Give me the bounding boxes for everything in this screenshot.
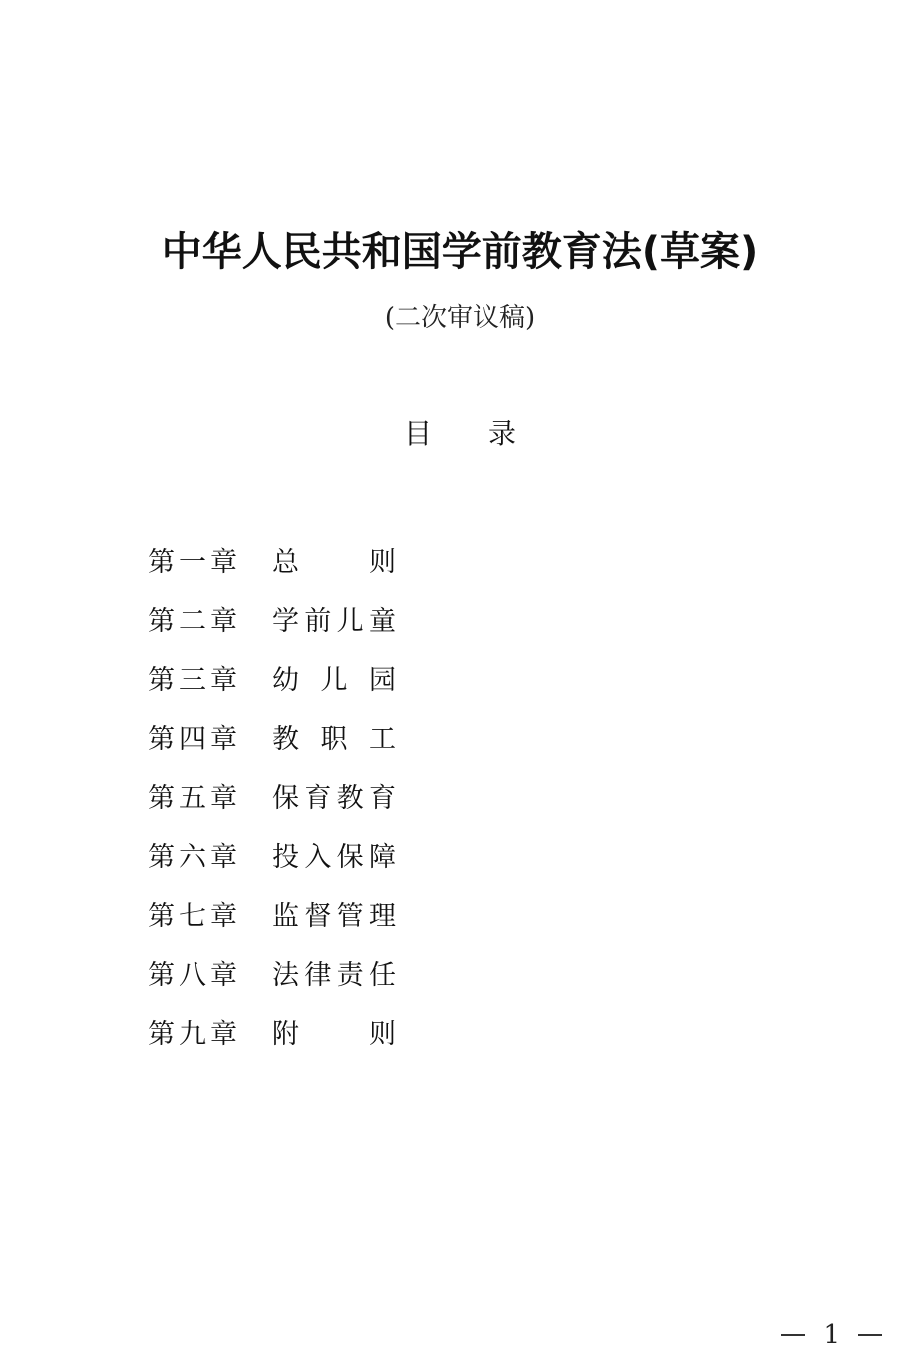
table-of-contents <box>148 530 396 1061</box>
page-number-value: 1 <box>823 1320 840 1350</box>
chapter-number: 第三章 <box>148 665 241 696</box>
chapter-number: 第五章 <box>148 783 241 814</box>
page-number-dash-right <box>858 1334 882 1336</box>
chapter-title: 法 律 责 任 <box>272 960 396 991</box>
toc-item-chapter-3[interactable] <box>148 648 396 707</box>
page-number <box>781 1320 882 1350</box>
chapter-number: 第七章 <box>148 901 241 932</box>
document-title: 中华人民共和国学前教育法(草案) <box>161 229 759 275</box>
chapter-number: 第六章 <box>148 842 241 873</box>
toc-item-chapter-1[interactable] <box>148 530 396 589</box>
toc-item-chapter-5[interactable] <box>148 766 396 825</box>
toc-item-chapter-4[interactable] <box>148 707 396 766</box>
chapter-title: 保 育 教 育 <box>272 783 396 814</box>
toc-item-chapter-6[interactable] <box>148 825 396 884</box>
chapter-title: 投 入 保 障 <box>272 842 396 873</box>
chapter-title: 教 职 工 <box>272 724 396 755</box>
chapter-title: 学 前 儿 童 <box>272 606 396 637</box>
chapter-number: 第二章 <box>148 606 241 637</box>
chapter-number: 第九章 <box>148 1019 241 1050</box>
chapter-title: 幼 儿 园 <box>272 665 396 696</box>
toc-item-chapter-9[interactable] <box>148 1002 396 1061</box>
chapter-title: 监 督 管 理 <box>272 901 396 932</box>
chapter-title: 总 则 <box>272 547 396 578</box>
chapter-number: 第一章 <box>148 547 241 578</box>
chapter-title: 附 则 <box>272 1019 396 1050</box>
chapter-number: 第四章 <box>148 724 241 755</box>
toc-item-chapter-8[interactable] <box>148 943 396 1002</box>
toc-item-chapter-7[interactable] <box>148 884 396 943</box>
document-subtitle: (二次审议稿) <box>384 303 536 333</box>
toc-heading-char-2: 录 <box>488 417 517 450</box>
toc-heading-char-1: 目 <box>403 417 432 450</box>
chapter-number: 第八章 <box>148 960 241 991</box>
toc-item-chapter-2[interactable] <box>148 589 396 648</box>
toc-heading <box>0 414 920 454</box>
page-number-dash-left <box>781 1334 805 1336</box>
